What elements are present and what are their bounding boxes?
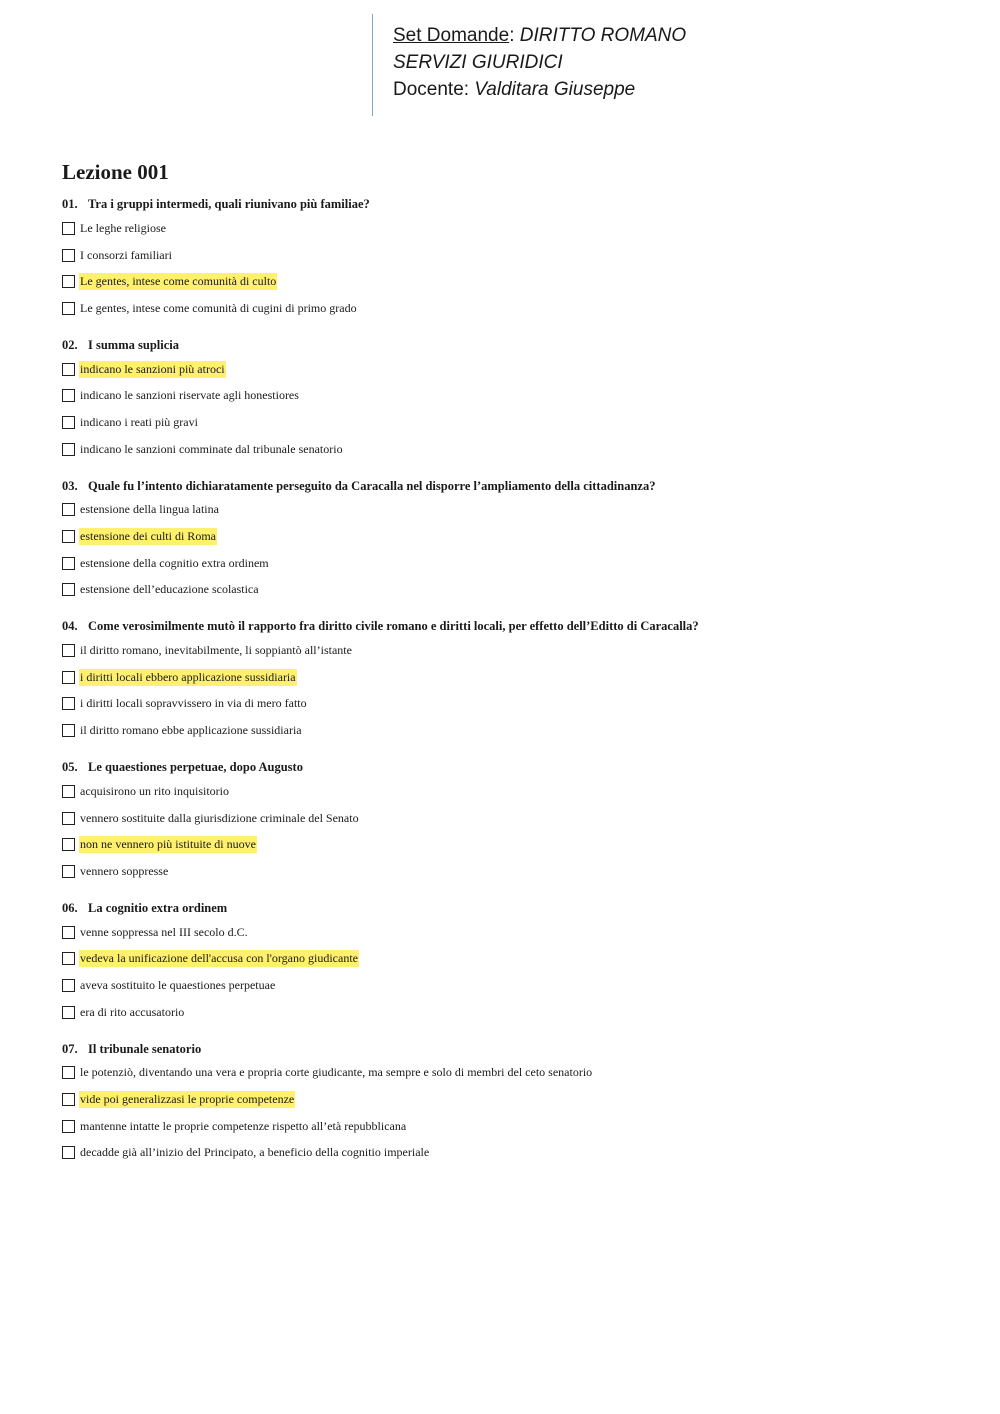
question-text: Quale fu l’intento dichiaratamente perseguito da Caracalla nel disporre l’ampliamento della cittadinanza? xyxy=(88,478,656,493)
question-block xyxy=(62,1039,962,1167)
question-title xyxy=(62,335,962,356)
answer-text-highlighted: Le gentes, intese come comunità di culto xyxy=(80,274,277,289)
lesson-title: Lezione 001 xyxy=(62,160,169,184)
questions-list xyxy=(62,194,962,1179)
question-text: La cognitio extra ordinem xyxy=(88,900,228,915)
answer-text: era di rito accusatorio xyxy=(80,1004,185,1019)
answer-checkbox[interactable] xyxy=(62,865,75,878)
answer-text: vennero sostituite dalla giurisdizione criminale del Senato xyxy=(80,810,359,825)
question-number: 07. xyxy=(62,1041,78,1056)
answer-text-highlighted: non ne vennero più istituite di nuove xyxy=(80,837,256,852)
answer-option[interactable] xyxy=(62,523,962,550)
answer-text: indicano le sanzioni riservate agli honestiores xyxy=(80,388,299,403)
question-title xyxy=(62,757,962,778)
teacher-line xyxy=(393,76,792,103)
answer-text: il diritto romano ebbe applicazione sussidiaria xyxy=(80,723,302,738)
answer-option[interactable] xyxy=(62,436,962,463)
answer-checkbox[interactable] xyxy=(62,530,75,543)
answer-checkbox[interactable] xyxy=(62,671,75,684)
answer-text: indicano i reati più gravi xyxy=(80,414,198,429)
answer-text: estensione della cognitio extra ordinem xyxy=(80,555,269,570)
answer-text: estensione della lingua latina xyxy=(80,502,219,517)
answer-option[interactable] xyxy=(62,778,962,805)
answer-text-highlighted: vedeva la unificazione dell'accusa con l'organo giudicante xyxy=(80,951,358,966)
answer-text: vennero soppresse xyxy=(80,863,169,878)
answer-option[interactable] xyxy=(62,1086,962,1113)
answer-checkbox[interactable] xyxy=(62,952,75,965)
answer-checkbox[interactable] xyxy=(62,557,75,570)
question-number: 03. xyxy=(62,478,78,493)
answer-text: venne soppressa nel III secolo d.C. xyxy=(80,924,248,939)
question-title xyxy=(62,1039,962,1060)
teacher-label: Docente: xyxy=(393,79,470,100)
question-text: Le quaestiones perpetuae, dopo Augusto xyxy=(88,760,303,774)
answer-text-highlighted: indicano le sanzioni più atroci xyxy=(80,361,225,376)
answer-checkbox[interactable] xyxy=(62,503,75,516)
question-block xyxy=(62,616,962,744)
answer-option[interactable] xyxy=(62,972,962,999)
question-block xyxy=(62,476,962,604)
answer-option[interactable] xyxy=(62,409,962,436)
answer-text-highlighted: vide poi generalizzasi le proprie competenze xyxy=(80,1092,295,1107)
set-line xyxy=(393,22,792,49)
answer-text: indicano le sanzioni comminate dal tribunale senatorio xyxy=(80,441,343,456)
question-number: 06. xyxy=(62,900,78,915)
answer-text: estensione dell’educazione scolastica xyxy=(80,582,259,597)
answer-checkbox[interactable] xyxy=(62,926,75,939)
question-title xyxy=(62,898,962,919)
answer-text-highlighted: estensione dei culti di Roma xyxy=(80,529,216,544)
answer-text: decadde già all’inizio del Principato, a beneficio della cognitio imperiale xyxy=(80,1145,430,1160)
answer-text: le potenziò, diventando una vera e propria corte giudicante, ma sempre e solo di membri del ceto senatorio xyxy=(80,1065,593,1080)
question-block xyxy=(62,757,962,885)
question-number: 05. xyxy=(62,760,78,774)
answer-checkbox[interactable] xyxy=(62,389,75,402)
answer-checkbox[interactable] xyxy=(62,1120,75,1133)
question-text: I summa suplicia xyxy=(88,337,179,352)
answer-text: aveva sostituito le quaestiones perpetuae xyxy=(80,977,276,992)
answer-checkbox[interactable] xyxy=(62,979,75,992)
answer-checkbox[interactable] xyxy=(62,249,75,262)
answer-option[interactable] xyxy=(62,691,962,718)
answer-option[interactable] xyxy=(62,382,962,409)
question-block xyxy=(62,335,962,463)
answer-checkbox[interactable] xyxy=(62,1093,75,1106)
answer-checkbox[interactable] xyxy=(62,1146,75,1159)
answer-text: acquisirono un rito inquisitorio xyxy=(80,783,229,798)
answer-option[interactable] xyxy=(62,858,962,885)
answer-checkbox[interactable] xyxy=(62,443,75,456)
answer-checkbox[interactable] xyxy=(62,222,75,235)
question-block xyxy=(62,194,962,322)
question-text: Come verosimilmente mutò il rapporto fra diritto civile romano e diritti locali, per effetto dell’Editto di Caracalla? xyxy=(88,619,699,634)
answer-checkbox[interactable] xyxy=(62,302,75,315)
question-number: 02. xyxy=(62,337,78,352)
question-text: Tra i gruppi intermedi, quali riunivano più familiae? xyxy=(88,197,370,211)
answer-option[interactable] xyxy=(62,215,962,242)
answer-text: i diritti locali sopravvissero in via di mero fatto xyxy=(80,696,307,711)
question-title xyxy=(62,476,962,497)
question-number: 04. xyxy=(62,619,78,634)
answer-option[interactable] xyxy=(62,945,962,972)
answer-option[interactable] xyxy=(62,1113,962,1140)
answer-option[interactable] xyxy=(62,356,962,383)
answer-checkbox[interactable] xyxy=(62,812,75,825)
answer-checkbox[interactable] xyxy=(62,275,75,288)
question-block xyxy=(62,898,962,1026)
answer-checkbox[interactable] xyxy=(62,583,75,596)
course-name: DIRITTO ROMANO xyxy=(519,25,687,46)
answer-text: Le gentes, intese come comunità di cugini di primo grado xyxy=(80,300,357,315)
answer-option[interactable] xyxy=(62,999,962,1026)
answer-option[interactable] xyxy=(62,268,962,295)
answer-checkbox[interactable] xyxy=(62,838,75,851)
answer-option[interactable] xyxy=(62,497,962,524)
teacher-name: Valditara Giuseppe xyxy=(474,79,636,100)
answer-checkbox[interactable] xyxy=(62,363,75,376)
answer-option[interactable] xyxy=(62,717,962,744)
answer-option[interactable] xyxy=(62,664,962,691)
answer-option[interactable] xyxy=(62,831,962,858)
answer-option[interactable] xyxy=(62,1060,962,1087)
answer-text: il diritto romano, inevitabilmente, li soppiantò all’istante xyxy=(80,643,352,658)
answer-option[interactable] xyxy=(62,919,962,946)
answer-checkbox[interactable] xyxy=(62,724,75,737)
question-text: Il tribunale senatorio xyxy=(88,1041,202,1056)
answer-checkbox[interactable] xyxy=(62,1066,75,1079)
program-name: SERVIZI GIURIDICI xyxy=(393,52,563,73)
answer-option[interactable] xyxy=(62,242,962,269)
answer-option[interactable] xyxy=(62,805,962,832)
answer-option[interactable] xyxy=(62,550,962,577)
answer-checkbox[interactable] xyxy=(62,785,75,798)
question-title xyxy=(62,616,962,637)
answer-option[interactable] xyxy=(62,577,962,604)
answer-text: I consorzi familiari xyxy=(80,247,172,262)
answer-text-highlighted: i diritti locali ebbero applicazione sussidiaria xyxy=(80,669,296,684)
answer-checkbox[interactable] xyxy=(62,416,75,429)
answer-option[interactable] xyxy=(62,637,962,664)
answer-checkbox[interactable] xyxy=(62,1006,75,1019)
question-title xyxy=(62,194,962,215)
answer-option[interactable] xyxy=(62,295,962,322)
answer-checkbox[interactable] xyxy=(62,697,75,710)
answer-option[interactable] xyxy=(62,1140,962,1167)
answer-checkbox[interactable] xyxy=(62,644,75,657)
answer-text: mantenne intatte le proprie competenze rispetto all’età repubblicana xyxy=(80,1118,407,1133)
set-separator: : xyxy=(509,25,515,46)
set-label: Set Domande xyxy=(393,25,510,46)
answer-text: Le leghe religiose xyxy=(80,220,166,235)
question-number: 01. xyxy=(62,197,78,211)
document-header xyxy=(372,14,792,116)
